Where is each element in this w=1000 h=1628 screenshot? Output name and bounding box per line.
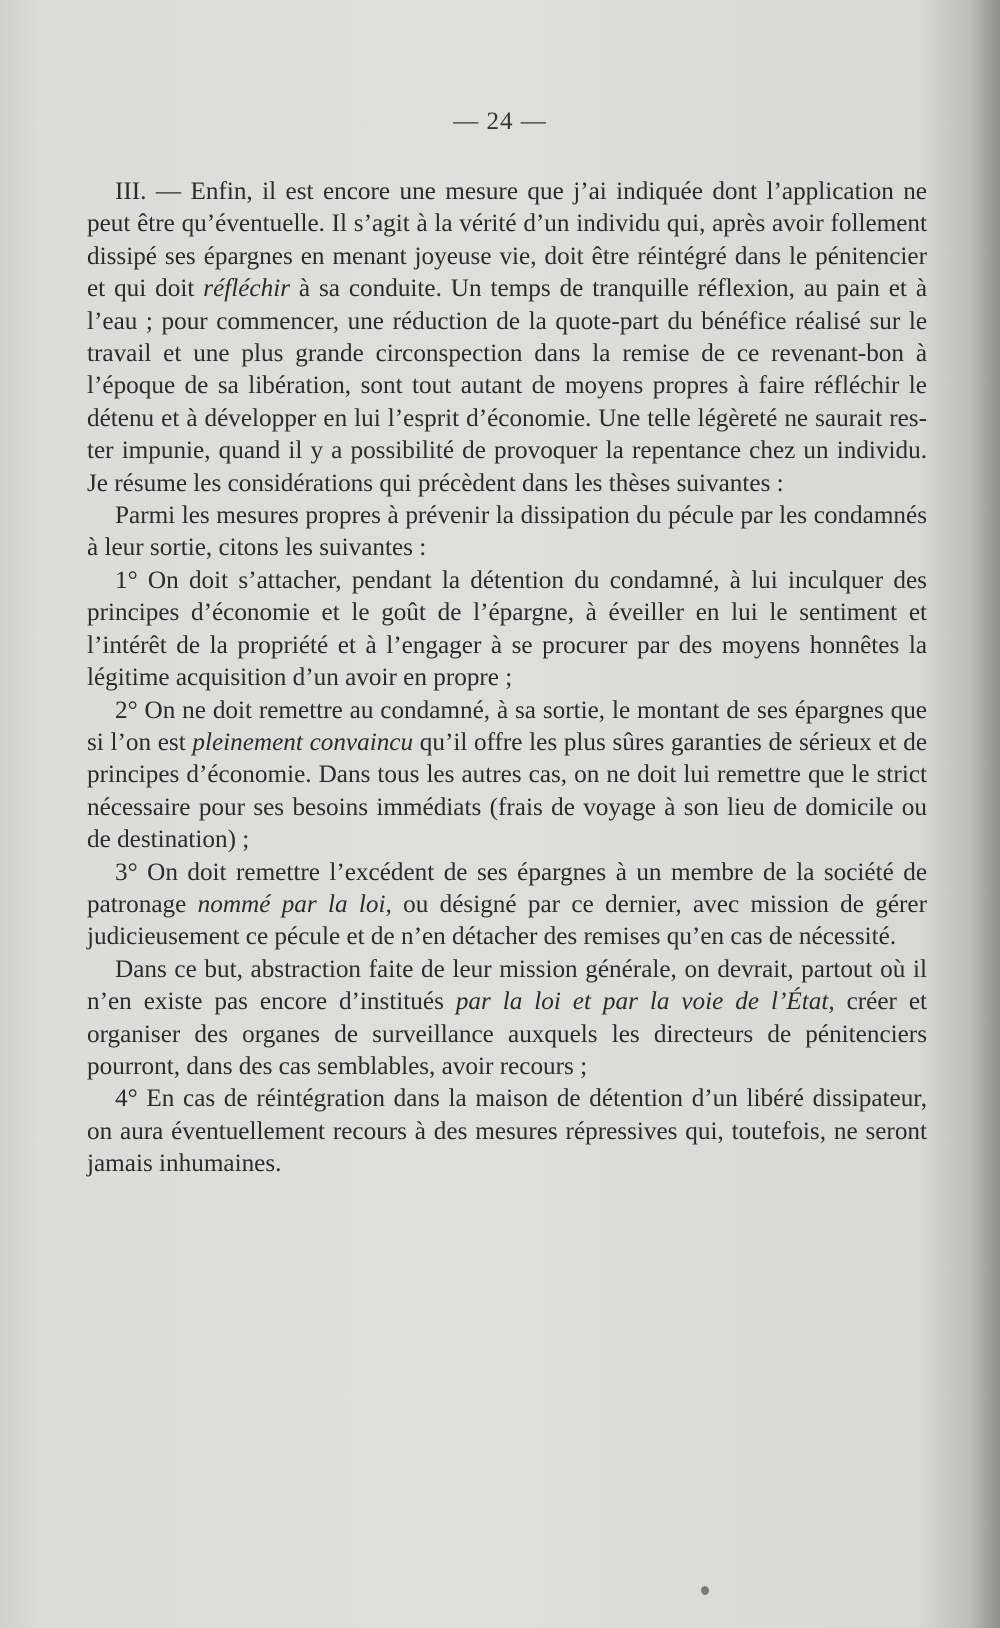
paragraph-6-text-start: Dans ce but, abstraction faite de leur mission générale, on devrait, partout où il n’en existe pas encore d’institués: [87, 955, 927, 1016]
body-text: [87, 176, 927, 1181]
thesis-3-text-start: 3° On doit remettre l’excédent de ses épargnes à un membre de la société de patronage: [87, 858, 927, 918]
paragraph-2-text: Parmi les mesures propres à prévenir la dissipation du pécule par les condamnés à leur sortie, citons les suivantes :: [87, 502, 927, 562]
ink-fleck: [701, 1586, 709, 1595]
paragraph-1-text-start: III. — Enfin, il est encore une mesure que j’ai indiquée dont l’application ne peut être qu’éventuelle. Il s’agit à la vérité d’un individu qui, après avoir follement dissipé ses épargnes en menant joyeuse vie, doit être réintégré dans le pénitencier et qui doit: [87, 178, 927, 303]
thesis-4: [87, 1083, 927, 1180]
page-number: — 24 —: [453, 108, 547, 135]
thesis-3: [87, 857, 927, 954]
thesis-2: [87, 695, 927, 857]
thesis-2-text-start: 2° On ne doit remettre au condamné, à sa sortie, le montant de ses épargnes que si l’on est: [87, 696, 927, 756]
paragraph-1-text-end: à sa conduite. Un temps de tranquille réflexion, au pain et à l’eau ; pour commencer, une réduction de la quote-part du bénéfice réalisé sur le travail et une plus grande circonspection dans la remise de ce revenant-bon à l’époque de sa libération, sont tout autant de moyens propres à faire réfléchir le détenu et à développer en lui l’esprit d’économie. Une telle légèreté ne saurait rester impunie, quand il y a possibilité de provoquer la repentance chez un individu. Je résume les considérations qui précèdent dans les thèses suivantes :: [87, 275, 927, 497]
thesis-2-italic: pleinement convaincu: [192, 728, 414, 756]
paragraph-6-text-end: créer et organiser des organes de surveillance auxquels les directeurs de pénitenciers pourront, dans des cas semblables, avoir recours ;: [87, 988, 928, 1080]
paragraph-6: [87, 954, 927, 1084]
paragraph-6-italic: par la loi et par la voie de l’État,: [455, 988, 835, 1016]
paragraph-1-italic: réfléchir: [203, 275, 290, 303]
paragraph-1: [87, 176, 927, 500]
thesis-3-italic: nommé par la loi,: [197, 890, 392, 918]
thesis-2-text-end: qu’il offre les plus sûres garanties de sérieux et de principes d’économie. Dans tous les autres cas, on ne doit lui remettre que le strict nécessaire pour ses besoins immédiats (frais de voyage à son lieu de domicile ou de destination) ;: [87, 728, 927, 854]
paragraph-2: [87, 500, 927, 565]
thesis-1: [87, 565, 927, 695]
thesis-1-text: 1° On doit s’attacher, pendant la détention du condamné, à lui inculquer des principes d’économie et le goût de l’épargne, à éveiller en lui le sentiment et l’intérêt de la propriété et à l’engager à se procurer par des moyens honnêtes la légitime acquisition d’un avoir en propre ;: [87, 566, 927, 692]
thesis-4-text: 4° En cas de réintégration dans la maison de détention d’un libéré dissipateur, on aura éventuellement recours à des mesures répressives qui, toutefois, ne seront jamais inhumaines.: [87, 1085, 927, 1178]
thesis-3-text-end: ou désigné par ce dernier, avec mission de gérer judicieusement ce pécule et de n’en détacher des remises qu’en cas de nécessité.: [87, 890, 927, 951]
